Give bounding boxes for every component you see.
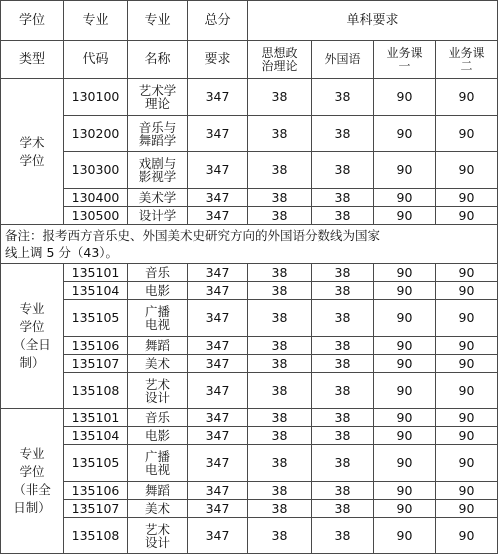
major-name-cell (128, 264, 188, 282)
degree-category-line: 制） (19, 355, 45, 370)
total-score-cell: 347 (188, 207, 248, 225)
header-single-subject: 单科要求 (248, 1, 498, 41)
table-row (1, 300, 498, 337)
major-name-cell (128, 482, 188, 500)
total-score-cell: 347 (188, 300, 248, 337)
major-name-line: 艺术学 (138, 83, 177, 98)
course-one-score-cell: 90 (374, 264, 436, 282)
total-score-cell: 347 (188, 264, 248, 282)
major-code-cell: 130300 (64, 152, 128, 189)
major-code-cell: 130100 (64, 79, 128, 116)
major-code-cell: 135105 (64, 445, 128, 482)
major-name-cell (128, 373, 188, 409)
degree-category-cell (1, 264, 64, 409)
major-name-cell (128, 427, 188, 445)
total-score-cell: 347 (188, 500, 248, 518)
politics-score-cell: 38 (248, 445, 312, 482)
major-name-line: 电影 (144, 428, 170, 443)
degree-category-line: 学位 (19, 152, 45, 168)
course-two-score-cell: 90 (436, 500, 498, 518)
major-name-cell (128, 116, 188, 152)
major-name-cell (128, 337, 188, 355)
table-row (1, 189, 498, 207)
politics-score-cell: 38 (248, 207, 312, 225)
politics-score-cell: 38 (248, 116, 312, 152)
foreign-language-score-cell: 38 (312, 427, 374, 445)
header-course-two (436, 41, 498, 79)
major-name-line: 美术 (144, 501, 170, 516)
politics-score-cell: 38 (248, 79, 312, 116)
major-name-line: 音乐 (144, 410, 170, 425)
total-score-cell: 347 (188, 79, 248, 116)
major-name-line: 电视 (144, 317, 170, 332)
table-row (1, 518, 498, 554)
degree-category-line: 学术 (19, 134, 45, 150)
politics-score-cell: 38 (248, 337, 312, 355)
total-score-cell: 347 (188, 355, 248, 373)
foreign-language-score-cell: 38 (312, 500, 374, 518)
course-one-score-cell: 90 (374, 500, 436, 518)
course-one-score-cell: 90 (374, 152, 436, 189)
header-major-name-line1: 专业 (128, 1, 188, 41)
course-one-score-cell: 90 (374, 518, 436, 554)
course-two-score-cell: 90 (436, 264, 498, 282)
degree-category-cell (1, 409, 64, 554)
major-code-cell: 135108 (64, 373, 128, 409)
total-score-cell: 347 (188, 373, 248, 409)
foreign-language-score-cell: 38 (312, 373, 374, 409)
politics-score-cell: 38 (248, 189, 312, 207)
note-cell (1, 225, 498, 264)
course-two-score-cell: 90 (436, 282, 498, 300)
table-row (1, 409, 498, 427)
note-line: 备注：报考西方音乐史、外国美术史研究方向的外国语分数线为国家 (5, 228, 381, 243)
major-name-cell (128, 409, 188, 427)
degree-category-line: 学位 (19, 319, 45, 334)
course-one-score-cell: 90 (374, 189, 436, 207)
header-major-code-line2: 代码 (64, 41, 128, 79)
major-name-line: 电影 (144, 283, 170, 298)
table-row (1, 427, 498, 445)
foreign-language-score-cell: 38 (312, 79, 374, 116)
note-line: 线上调 5 分（43）。 (5, 245, 119, 260)
course-two-score-cell: 90 (436, 300, 498, 337)
major-name-line: 广播 (144, 449, 170, 464)
header-course-two-line1: 业务课 (448, 45, 485, 60)
course-one-score-cell: 90 (374, 79, 436, 116)
header-course-one-line1: 业务课 (386, 45, 423, 60)
major-name-line: 舞蹈学 (138, 132, 177, 148)
total-score-cell: 347 (188, 152, 248, 189)
major-name-cell (128, 500, 188, 518)
major-name-line: 艺术 (144, 376, 170, 392)
degree-category-line: 专业 (19, 446, 45, 461)
politics-score-cell: 38 (248, 373, 312, 409)
course-one-score-cell: 90 (374, 207, 436, 225)
foreign-language-score-cell: 38 (312, 207, 374, 225)
major-code-cell: 130200 (64, 116, 128, 152)
degree-category-line: （非全 (13, 482, 51, 497)
major-name-cell (128, 355, 188, 373)
foreign-language-score-cell: 38 (312, 445, 374, 482)
major-name-line: 影视学 (138, 169, 177, 184)
total-score-cell: 347 (188, 482, 248, 500)
header-degree-type-line1: 学位 (1, 1, 64, 41)
note-row (1, 225, 498, 264)
major-name-cell (128, 189, 188, 207)
total-score-cell: 347 (188, 445, 248, 482)
foreign-language-score-cell: 38 (312, 482, 374, 500)
total-score-cell: 347 (188, 189, 248, 207)
politics-score-cell: 38 (248, 427, 312, 445)
header-politics-line2: 治理论 (261, 58, 298, 73)
course-two-score-cell: 90 (436, 152, 498, 189)
foreign-language-score-cell: 38 (312, 300, 374, 337)
major-code-cell: 135101 (64, 264, 128, 282)
total-score-cell: 347 (188, 518, 248, 554)
major-name-line: 音乐 (144, 265, 170, 280)
major-code-cell: 135104 (64, 427, 128, 445)
course-two-score-cell: 90 (436, 116, 498, 152)
major-code-cell: 135106 (64, 482, 128, 500)
major-name-line: 舞蹈 (144, 483, 170, 498)
major-name-cell (128, 300, 188, 337)
table-row (1, 482, 498, 500)
major-name-line: 戏剧与 (138, 156, 177, 171)
header-major-code-line1: 专业 (64, 1, 128, 41)
foreign-language-score-cell: 38 (312, 189, 374, 207)
course-one-score-cell: 90 (374, 282, 436, 300)
table-row (1, 355, 498, 373)
course-two-score-cell: 90 (436, 79, 498, 116)
course-two-score-cell: 90 (436, 337, 498, 355)
foreign-language-score-cell: 38 (312, 116, 374, 152)
course-one-score-cell: 90 (374, 427, 436, 445)
degree-category-line: （全日 (13, 337, 51, 352)
major-name-line: 舞蹈 (144, 338, 170, 353)
header-course-one-line2: 一 (398, 58, 411, 73)
header-degree-type-line2: 类型 (1, 41, 64, 79)
total-score-cell: 347 (188, 427, 248, 445)
politics-score-cell: 38 (248, 282, 312, 300)
course-two-score-cell: 90 (436, 518, 498, 554)
major-code-cell: 135105 (64, 300, 128, 337)
total-score-cell: 347 (188, 282, 248, 300)
course-one-score-cell: 90 (374, 355, 436, 373)
course-one-score-cell: 90 (374, 373, 436, 409)
major-name-line: 艺术 (144, 521, 170, 537)
major-name-line: 美术学 (138, 190, 177, 205)
course-two-score-cell: 90 (436, 207, 498, 225)
header-major-name-line2: 名称 (128, 41, 188, 79)
header-politics (248, 41, 312, 79)
course-two-score-cell: 90 (436, 427, 498, 445)
header-total-line2: 要求 (188, 41, 248, 79)
major-name-cell (128, 152, 188, 189)
politics-score-cell: 38 (248, 152, 312, 189)
major-name-line: 美术 (144, 356, 170, 371)
course-one-score-cell: 90 (374, 482, 436, 500)
major-name-line: 广播 (144, 304, 170, 319)
table-row (1, 373, 498, 409)
course-two-score-cell: 90 (436, 355, 498, 373)
header-politics-line1: 思想政 (261, 45, 298, 60)
degree-category-line: 日制） (13, 500, 51, 515)
foreign-language-score-cell: 38 (312, 355, 374, 373)
major-name-line: 理论 (144, 96, 170, 111)
course-one-score-cell: 90 (374, 445, 436, 482)
header-course-one (374, 41, 436, 79)
degree-category-line: 专业 (19, 301, 45, 316)
politics-score-cell: 38 (248, 355, 312, 373)
foreign-language-score-cell: 38 (312, 518, 374, 554)
table-row (1, 152, 498, 189)
politics-score-cell: 38 (248, 500, 312, 518)
major-code-cell: 135104 (64, 282, 128, 300)
major-name-line: 设计 (144, 534, 170, 550)
major-code-cell: 135106 (64, 337, 128, 355)
header-course-two-line2: 二 (460, 58, 473, 73)
politics-score-cell: 38 (248, 264, 312, 282)
course-one-score-cell: 90 (374, 116, 436, 152)
major-code-cell: 135108 (64, 518, 128, 554)
course-two-score-cell: 90 (436, 373, 498, 409)
table-row (1, 79, 498, 116)
major-name-cell (128, 445, 188, 482)
table-row (1, 337, 498, 355)
foreign-language-score-cell: 38 (312, 337, 374, 355)
major-code-cell: 135101 (64, 409, 128, 427)
course-two-score-cell: 90 (436, 189, 498, 207)
politics-score-cell: 38 (248, 518, 312, 554)
table-row (1, 282, 498, 300)
degree-category-cell (1, 79, 64, 225)
table-row (1, 445, 498, 482)
table-row (1, 207, 498, 225)
foreign-language-score-cell: 38 (312, 264, 374, 282)
foreign-language-score-cell: 38 (312, 152, 374, 189)
foreign-language-score-cell: 38 (312, 282, 374, 300)
header-total-line1: 总分 (188, 1, 248, 41)
total-score-cell: 347 (188, 337, 248, 355)
table-row (1, 116, 498, 152)
course-one-score-cell: 90 (374, 300, 436, 337)
course-two-score-cell: 90 (436, 409, 498, 427)
total-score-cell: 347 (188, 116, 248, 152)
major-code-cell: 135107 (64, 500, 128, 518)
header-foreign-language: 外国语 (312, 41, 374, 79)
major-code-cell: 130400 (64, 189, 128, 207)
course-two-score-cell: 90 (436, 445, 498, 482)
politics-score-cell: 38 (248, 409, 312, 427)
degree-category-line: 学位 (19, 464, 45, 479)
major-name-line: 设计学 (138, 208, 177, 223)
major-code-cell: 135107 (64, 355, 128, 373)
major-name-cell (128, 282, 188, 300)
foreign-language-score-cell: 38 (312, 409, 374, 427)
major-name-cell (128, 79, 188, 116)
total-score-cell: 347 (188, 409, 248, 427)
table-row (1, 500, 498, 518)
course-two-score-cell: 90 (436, 482, 498, 500)
course-one-score-cell: 90 (374, 409, 436, 427)
major-name-line: 设计 (144, 389, 170, 405)
politics-score-cell: 38 (248, 482, 312, 500)
major-name-line: 音乐与 (138, 119, 177, 135)
politics-score-cell: 38 (248, 300, 312, 337)
course-one-score-cell: 90 (374, 337, 436, 355)
major-name-cell (128, 207, 188, 225)
major-name-line: 电视 (144, 462, 170, 477)
major-name-cell (128, 518, 188, 554)
major-code-cell: 130500 (64, 207, 128, 225)
table-row (1, 264, 498, 282)
